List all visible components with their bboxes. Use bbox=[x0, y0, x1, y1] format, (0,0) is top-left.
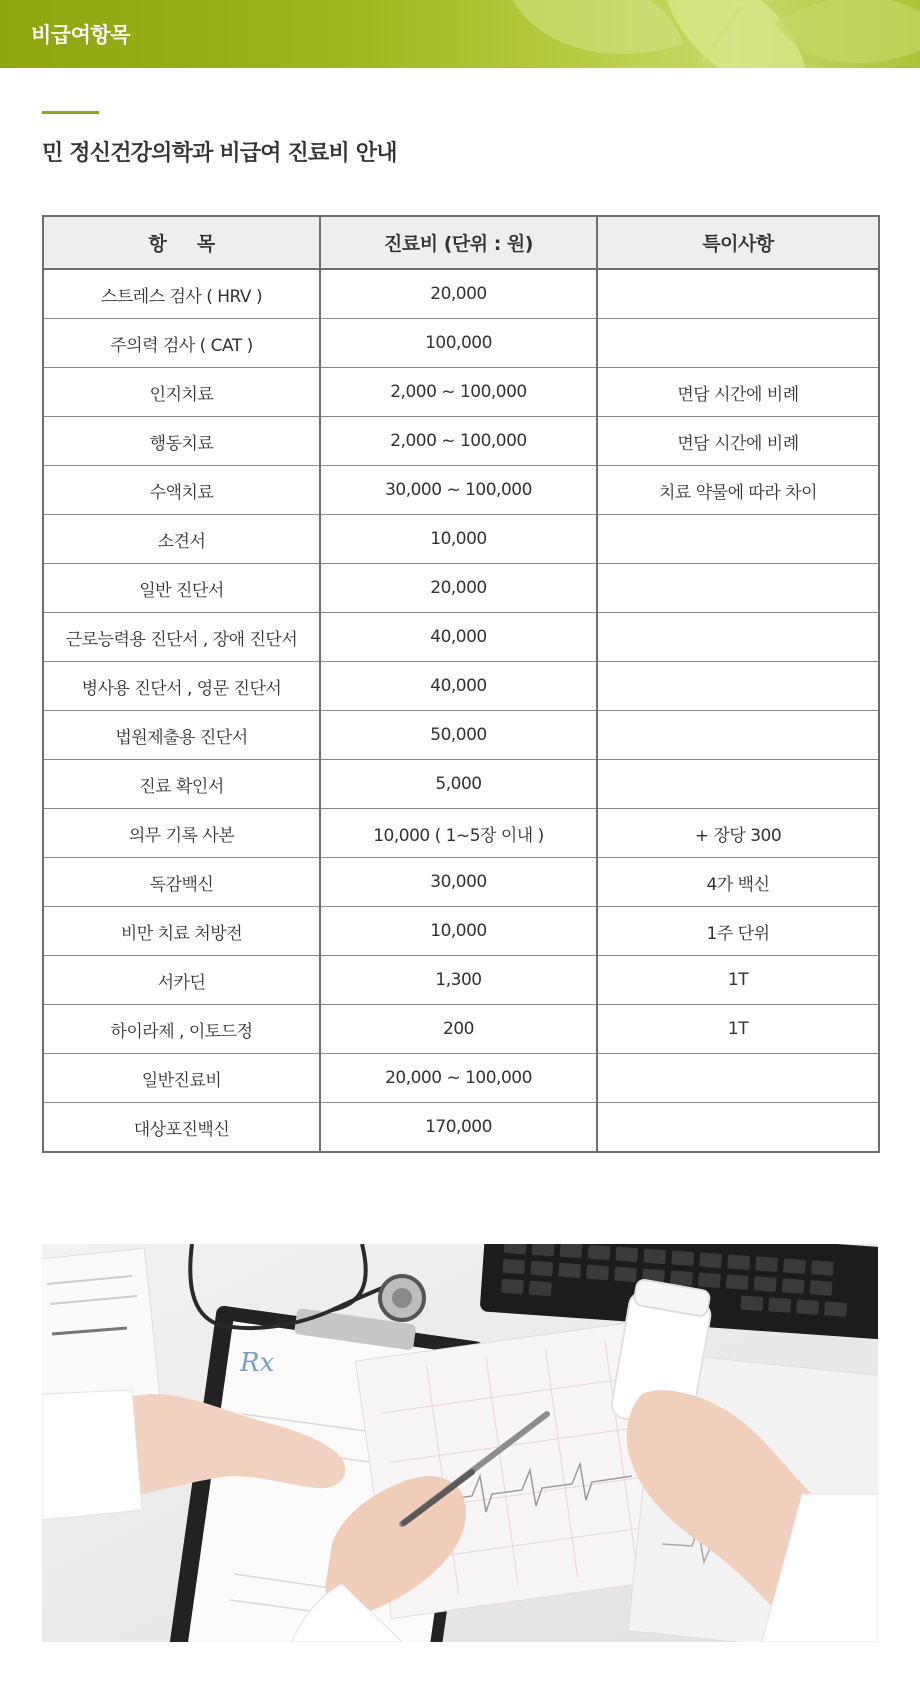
item-cell: 스트레스 검사 ( HRV ) bbox=[43, 269, 320, 319]
table-row bbox=[43, 858, 879, 907]
note-cell: 면담 시간에 비례 bbox=[597, 368, 879, 417]
item-cell: 법원제출용 진단서 bbox=[43, 711, 320, 760]
note-cell: 1주 단위 bbox=[597, 907, 879, 956]
table-row bbox=[43, 466, 879, 515]
table-row bbox=[43, 269, 879, 319]
table-row bbox=[43, 564, 879, 613]
fee-cell: 2,000 ~ 100,000 bbox=[320, 368, 597, 417]
fee-cell: 50,000 bbox=[320, 711, 597, 760]
note-cell bbox=[597, 711, 879, 760]
note-cell: 1T bbox=[597, 956, 879, 1005]
fee-cell: 40,000 bbox=[320, 613, 597, 662]
item-cell: 행동치료 bbox=[43, 417, 320, 466]
item-cell: 진료 확인서 bbox=[43, 760, 320, 809]
header-banner bbox=[0, 0, 920, 68]
note-cell bbox=[597, 319, 879, 368]
note-cell: 4가 백신 bbox=[597, 858, 879, 907]
item-cell: 일반진료비 bbox=[43, 1054, 320, 1103]
note-cell bbox=[597, 1103, 879, 1153]
section-title: 민 정신건강의학과 비급여 진료비 안내 bbox=[42, 141, 397, 166]
note-cell bbox=[597, 760, 879, 809]
note-cell: 면담 시간에 비례 bbox=[597, 417, 879, 466]
column-header-fee: 진료비 (단위 : 원) bbox=[320, 216, 597, 269]
item-cell: 일반 진단서 bbox=[43, 564, 320, 613]
banner-title: 비급여항목 bbox=[31, 23, 130, 47]
item-cell: 근로능력용 진단서 , 장애 진단서 bbox=[43, 613, 320, 662]
table-row bbox=[43, 760, 879, 809]
rx-mark: Rx bbox=[240, 1348, 275, 1378]
item-cell: 독감백신 bbox=[43, 858, 320, 907]
note-cell bbox=[597, 564, 879, 613]
table-row bbox=[43, 368, 879, 417]
fee-table-header bbox=[43, 216, 879, 269]
fee-table-body bbox=[43, 269, 879, 1152]
item-cell: 대상포진백신 bbox=[43, 1103, 320, 1153]
fee-cell: 20,000 bbox=[320, 269, 597, 319]
fee-cell: 20,000 ~ 100,000 bbox=[320, 1054, 597, 1103]
table-row bbox=[43, 319, 879, 368]
table-row bbox=[43, 515, 879, 564]
fee-table bbox=[42, 215, 880, 1153]
table-row bbox=[43, 1103, 879, 1153]
item-cell: 주의력 검사 ( CAT ) bbox=[43, 319, 320, 368]
table-row bbox=[43, 417, 879, 466]
fee-cell: 10,000 bbox=[320, 907, 597, 956]
note-cell bbox=[597, 515, 879, 564]
item-cell: 수액치료 bbox=[43, 466, 320, 515]
leaf-decoration bbox=[507, 0, 684, 68]
fee-cell: 10,000 bbox=[320, 515, 597, 564]
fee-cell: 10,000 ( 1~5장 이내 ) bbox=[320, 809, 597, 858]
fee-cell: 30,000 bbox=[320, 858, 597, 907]
table-row bbox=[43, 662, 879, 711]
fee-cell: 100,000 bbox=[320, 319, 597, 368]
item-cell: 병사용 진단서 , 영문 진단서 bbox=[43, 662, 320, 711]
fee-cell: 40,000 bbox=[320, 662, 597, 711]
column-header-note: 특이사항 bbox=[597, 216, 879, 269]
table-row bbox=[43, 613, 879, 662]
fee-cell: 1,300 bbox=[320, 956, 597, 1005]
fee-cell: 20,000 bbox=[320, 564, 597, 613]
table-row bbox=[43, 956, 879, 1005]
fee-cell: 30,000 ~ 100,000 bbox=[320, 466, 597, 515]
table-row bbox=[43, 907, 879, 956]
table-row bbox=[43, 711, 879, 760]
table-row bbox=[43, 1054, 879, 1103]
table-row bbox=[43, 809, 879, 858]
item-cell: 하이라제 , 이토드정 bbox=[43, 1005, 320, 1054]
note-cell bbox=[597, 1054, 879, 1103]
heading-accent-line bbox=[42, 111, 99, 114]
note-cell bbox=[597, 662, 879, 711]
fee-cell: 5,000 bbox=[320, 760, 597, 809]
item-cell: 비만 치료 처방전 bbox=[43, 907, 320, 956]
doctor-desk-photo bbox=[42, 1244, 878, 1642]
fee-cell: 2,000 ~ 100,000 bbox=[320, 417, 597, 466]
note-cell: 1T bbox=[597, 1005, 879, 1054]
note-cell bbox=[597, 613, 879, 662]
item-cell: 의무 기록 사본 bbox=[43, 809, 320, 858]
note-cell: + 장당 300 bbox=[597, 809, 879, 858]
doctor-desk-illustration bbox=[42, 1244, 878, 1642]
note-cell bbox=[597, 269, 879, 319]
item-cell: 서카딘 bbox=[43, 956, 320, 1005]
table-row bbox=[43, 1005, 879, 1054]
fee-cell: 200 bbox=[320, 1005, 597, 1054]
item-cell: 소견서 bbox=[43, 515, 320, 564]
note-cell: 치료 약물에 따라 차이 bbox=[597, 466, 879, 515]
column-header-item: 항 목 bbox=[43, 216, 320, 269]
fee-cell: 170,000 bbox=[320, 1103, 597, 1153]
item-cell: 인지치료 bbox=[43, 368, 320, 417]
fee-table-header-row bbox=[43, 216, 879, 269]
